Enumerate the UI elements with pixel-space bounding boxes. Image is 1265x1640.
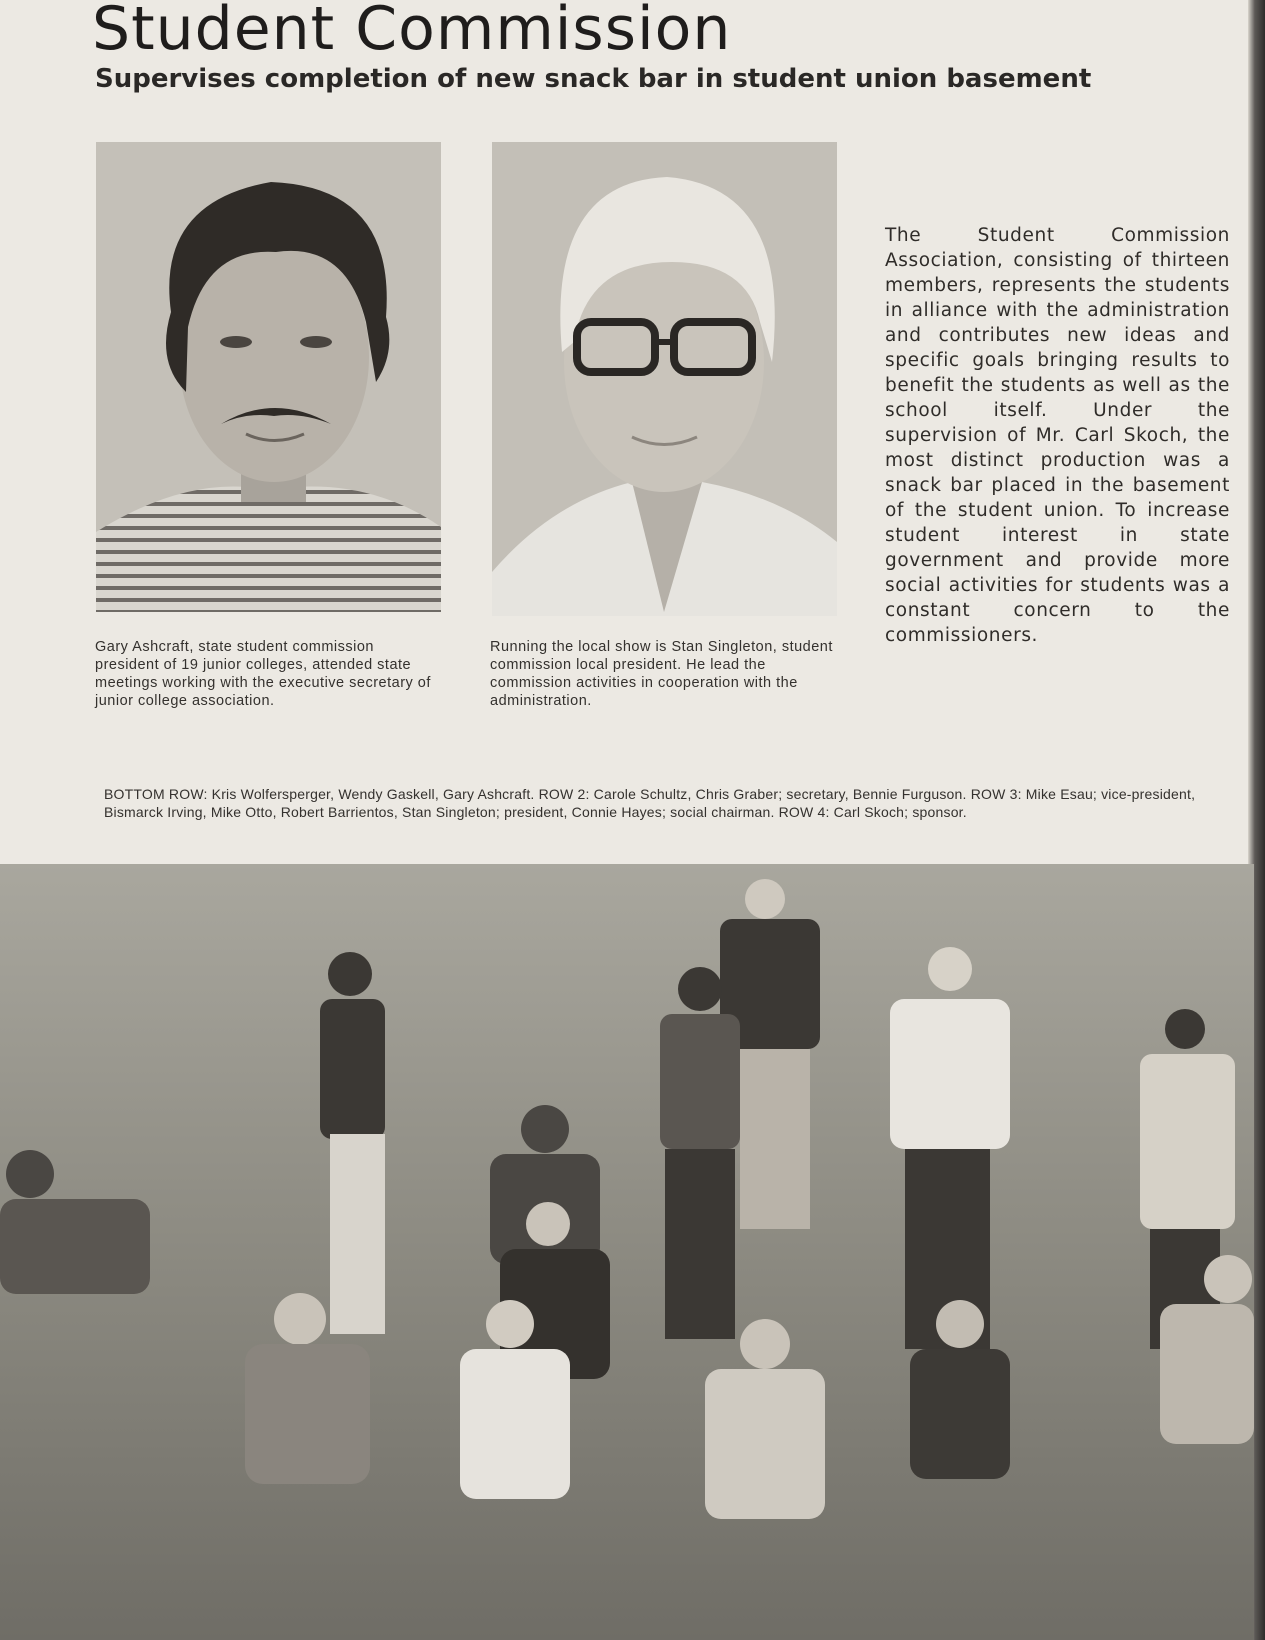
- page-subtitle: Supervises completion of new snack bar in student union basement: [95, 64, 1092, 94]
- group-photo: [0, 864, 1254, 1640]
- portrait-caption-gary-ashcraft: Gary Ashcraft, state student commission president of 19 junior colleges, attended state meetings working with the executive secretary of junior college association.: [95, 639, 431, 709]
- portrait-caption-stan-singleton: Running the local show is Stan Singleton, student commission local president. He lead the commission activities in cooperation with the administration.: [490, 639, 833, 709]
- portrait-photo-gary-ashcraft: [96, 142, 441, 612]
- portrait-photo-stan-singleton: [492, 142, 837, 616]
- article-body: The Student Commission Association, consisting of thirteen members, represents the students in alliance with the administration and contributes new ideas and specific goals bringing results to benefit the students as well as the school itself. Under the supervision of Mr. Carl Skoch, the most distinct production was a snack bar placed in the basement of the student union. To increase student interest in state government and provide more social activities for students was a constant concern to the commissioners.: [885, 225, 1230, 646]
- page-title: Student Commission: [92, 0, 732, 64]
- group-photo-caption: BOTTOM ROW: Kris Wolfersperger, Wendy Gaskell, Gary Ashcraft. ROW 2: Carole Schultz, Chris Graber; secretary, Bennie Furguson. ROW 3: Mike Esau; vice-president, Bismarck Irving, Mike Otto, Robert Barrientos, Stan Singleton; president, Connie Hayes; social chairman. ROW 4: Carl Skoch; sponsor.: [104, 786, 1196, 820]
